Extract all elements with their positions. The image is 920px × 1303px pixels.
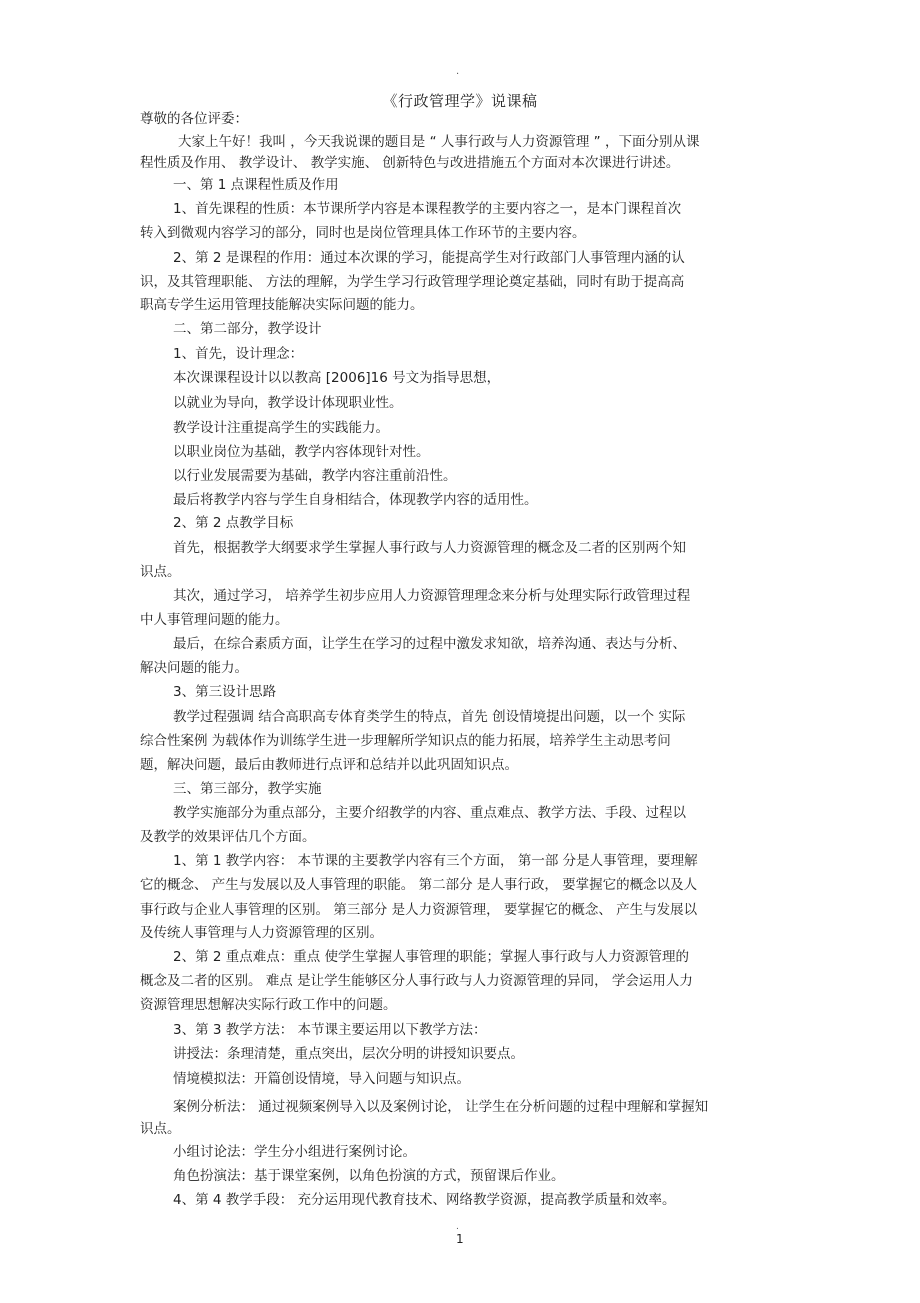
section-heading: 二、第二部分，教学设计 <box>173 321 322 337</box>
text-line: 2、第 2 重点难点：重点 使学生掌握人事管理的职能；掌握人事行政与人力资源管理的 <box>173 949 690 965</box>
text-line: 角色扮演法：基于课堂案例，以角色扮演的方式，预留课后作业。 <box>173 1168 565 1184</box>
text-line: 解决问题的能力。 <box>140 660 248 676</box>
text-line: 1、首先课程的性质：本节课所学内容是本课程教学的主要内容之一，是本门课程首次 <box>173 201 682 217</box>
text-line: 程性质及作用、 教学设计、 教学实施、 创新特色与改进措施五个方面对本次课进行讲述。 <box>140 155 680 171</box>
text-line: 识点。 <box>140 564 181 580</box>
text-line: 其次，通过学习， 培养学生初步应用人力资源管理理念来分析与处理实际行政管理过程 <box>173 588 691 604</box>
text-line: 转入到微观内容学习的部分，同时也是岗位管理具体工作环节的主要内容。 <box>140 225 586 241</box>
text-line: 案例分析法： 通过视频案例导入以及案例讨论， 让学生在分析问题的过程中理解和掌握知 <box>173 1099 709 1115</box>
text-line: 它的概念、 产生与发展以及人事管理的职能。 第二部分 是人事行政， 要掌握它的概念以及人 <box>140 877 698 893</box>
text-line: 大家上午好！我叫 ，今天我说课的题目是 “ 人事行政与人力资源管理 ” ，下面分别从课 <box>178 134 700 150</box>
text-line: 尊敬的各位评委： <box>140 111 248 127</box>
text-line: 讲授法：条理清楚，重点突出，层次分明的讲授知识要点。 <box>173 1046 524 1062</box>
text-line: 综合性案例 为载体作为训练学生进一步理解所学知识点的能力拓展，培养学生主动思考问 <box>140 733 671 749</box>
text-line: 小组讨论法：学生分小组进行案例讨论。 <box>173 1144 416 1160</box>
text-line: 最后将教学内容与学生自身相结合，体现教学内容的适用性。 <box>173 492 538 508</box>
text-line: 概念及二者的区别。 难点 是让学生能够区分人事行政与人力资源管理的异同， 学会运用人力 <box>140 973 693 989</box>
header-mark: . <box>456 66 460 77</box>
text-line: 情境模拟法：开篇创设情境，导入问题与知识点。 <box>173 1071 470 1087</box>
text-line: 最后，在综合素质方面，让学生在学习的过程中激发求知欲，培养沟通、表达与分析、 <box>173 636 686 652</box>
text-line: 1、第 1 教学内容： 本节课的主要教学内容有三个方面， 第一部 分是人事管理，要理解 <box>173 853 698 869</box>
text-line: 教学过程强调 结合高职高专体育类学生的特点，首先 创设情境提出问题，以一个 实际 <box>173 709 686 725</box>
text-line: 本次课课程设计以以教高 [2006]16 号文为指导思想， <box>173 370 501 386</box>
text-line: 题，解决问题，最后由教师进行点评和总结并以此巩固知识点。 <box>140 757 518 773</box>
page-number: 1 <box>456 1232 464 1246</box>
text-line: 2、第 2 是课程的作用：通过本次课的学习，能提高学生对行政部门人事管理内涵的认 <box>173 250 685 266</box>
text-line: 2、第 2 点教学目标 <box>173 515 294 531</box>
text-line: 及教学的效果评估几个方面。 <box>140 829 316 845</box>
text-line: 职高专学生运用管理技能解决实际问题的能力。 <box>140 297 424 313</box>
text-line: 首先，根据教学大纲要求学生掌握人事行政与人力资源管理的概念及二者的区别两个知 <box>173 540 686 556</box>
text-line: 以职业岗位为基础，教学内容体现针对性。 <box>173 444 430 460</box>
text-line: 3、第三设计思路 <box>173 684 277 700</box>
section-heading: 一、第 1 点课程性质及作用 <box>173 177 339 193</box>
text-line: 以就业为导向，教学设计体现职业性。 <box>173 395 403 411</box>
text-line: 识点。 <box>140 1121 181 1137</box>
text-line: 中人事管理问题的能力。 <box>140 612 289 628</box>
text-line: 3、第 3 教学方法： 本节课主要运用以下教学方法： <box>173 1022 487 1038</box>
text-line: 教学实施部分为重点部分，主要介绍教学的内容、重点难点、教学方法、手段、过程以 <box>173 805 686 821</box>
text-line: 以行业发展需要为基础，教学内容注重前沿性。 <box>173 468 457 484</box>
text-line: 教学设计注重提高学生的实践能力。 <box>173 420 389 436</box>
text-line: 1、首先，设计理念： <box>173 346 304 362</box>
text-line: 事行政与企业人事管理的区别。 第三部分 是人力资源管理， 要掌握它的概念、 产生与发展以 <box>140 902 698 918</box>
footer-mark: . <box>456 1222 459 1232</box>
text-line: 识，及其管理职能、 方法的理解，为学生学习行政管理学理论奠定基础，同时有助于提高高 <box>140 274 685 290</box>
text-line: 4、第 4 教学手段： 充分运用现代教育技术、网络教学资源，提高教学质量和效率。 <box>173 1192 676 1208</box>
document-title: 《行政管理学》说课稿 <box>382 92 538 110</box>
text-line: 资源管理思想解决实际行政工作中的问题。 <box>140 997 397 1013</box>
text-line: 及传统人事管理与人力资源管理的区别。 <box>140 925 383 941</box>
section-heading: 三、第三部分，教学实施 <box>173 781 322 797</box>
